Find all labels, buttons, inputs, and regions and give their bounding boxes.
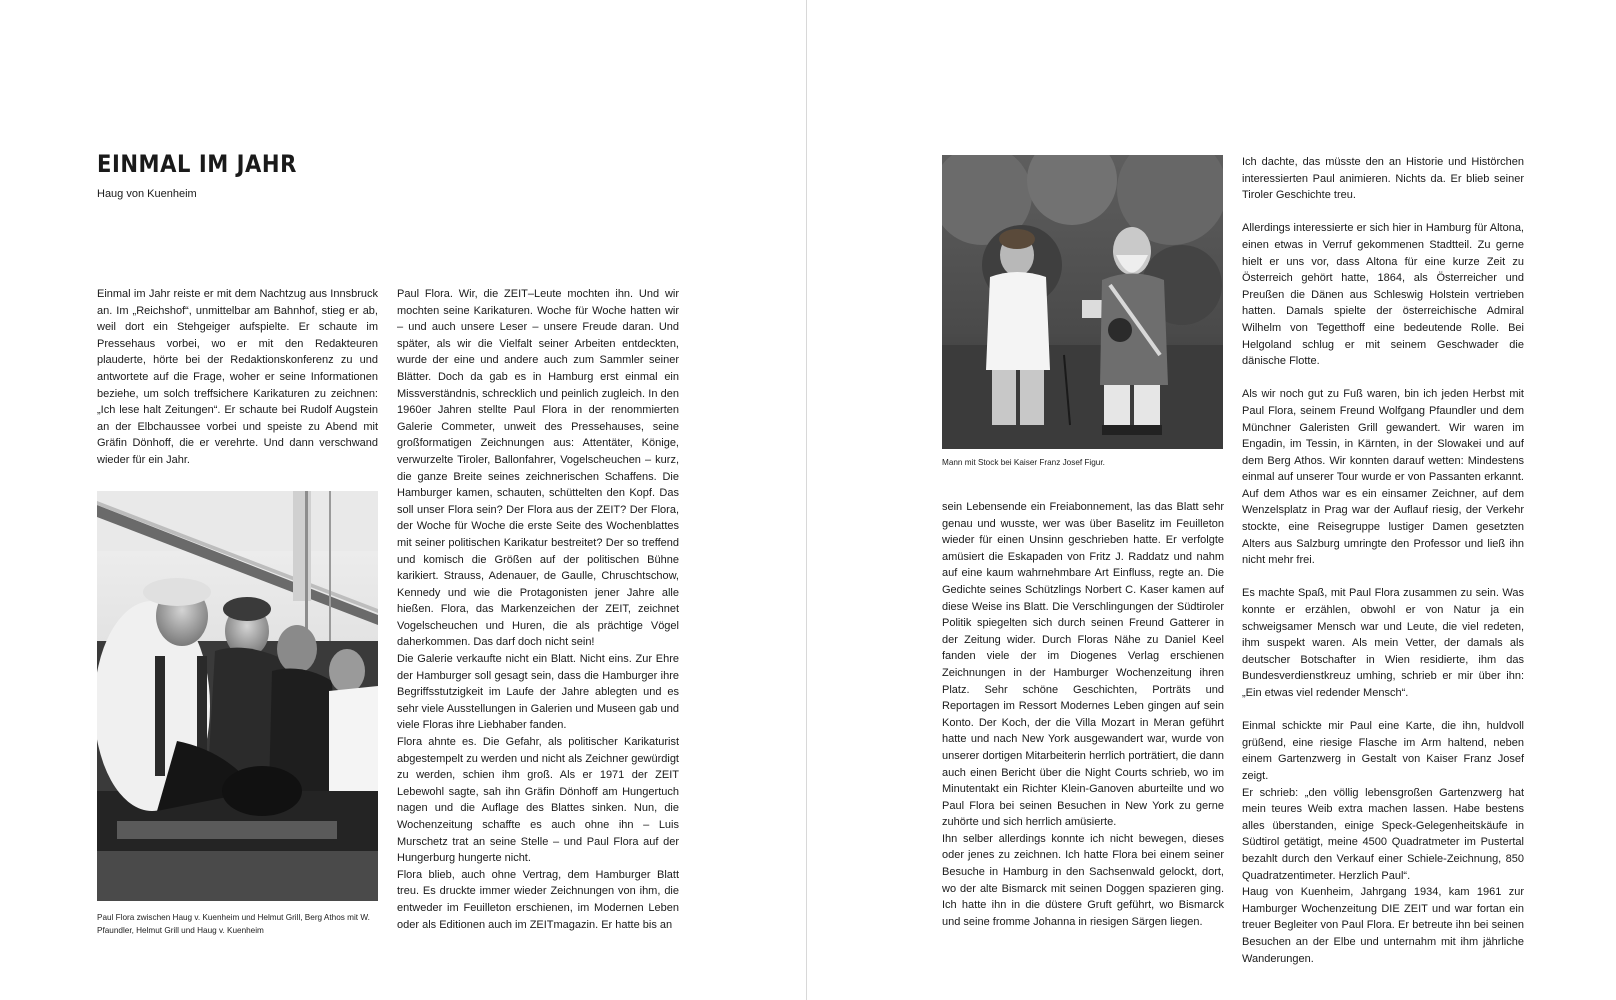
photo-emperor-figure [942, 155, 1223, 449]
author-byline: Haug von Kuenheim [97, 188, 197, 200]
page-gutter [806, 0, 807, 1000]
paragraph: Flora blieb, auch ohne Vertrag, dem Hamburger Blatt treu. Es druckte immer wieder Zeichnungen von ihm, die entweder im Feuilleton erschienen, im Modernen Leben oder als Editionen auch im ZEITmagazin. Er hatte bis an [397, 868, 679, 931]
article-title: EINMAL IM JAHR [97, 150, 297, 178]
paragraph: Flora ahnte es. Die Gefahr, als politischer Karikaturist abgestempelt zu werden und nicht als Zeichner gewürdigt zu werden, schien ihm groß. Als er 1971 der ZEIT Lebewohl sagte, sah ihn Gräfin Dönhoff am Hungertuch nagen und die Auflage des Blattes sinken. Nun, die Wochenzeitung schaffte es auch ohne ihn – Luis Murschetz trat an seine Stelle – und Paul Flora auf der Hungerburg hungerte nicht. [397, 736, 679, 865]
paragraph: Ich dachte, das müsste den an Historie und Histörchen interessierten Paul animieren. Nichts da. Er blieb seiner Tiroler Geschichte treu. [1242, 156, 1524, 202]
paragraph: Einmal schickte mir Paul eine Karte, die ihn, huldvoll grüßend, eine riesige Flasche im Arm haltend, neben einem Gartenzwerg in Gestalt von Kaiser Franz Josef zeigt. [1242, 720, 1524, 782]
text-column-1 [97, 286, 378, 469]
paragraph: Als wir noch gut zu Fuß waren, bin ich jeden Herbst mit Paul Flora, seinem Freund Wolfgang Pfaundler und dem Münchner Galeristen Grill gewandert. Wir waren im Engadin, im Tessin, in Kärnten, in der Slowakei und auf dem Berg Athos. Wir konnten darauf wetten: Mindestens einmal auf unserer Tour wurde er von Passanten erkannt. Auf dem Athos war es ein einsamer Zeichner, auf dem Wenzelsplatz in Prag war der Auflauf riesig, der Verkehr stockte, eine Reisegruppe lustiger Damen gesetzten Alters aus Salzburg umringte den Professor und ließ ihn nicht mehr frei. [1242, 388, 1524, 567]
paragraph: Die Galerie verkaufte nicht ein Blatt. Nicht eins. Zur Ehre der Hamburger soll gesagt sein, dass die Hamburger ihre Begriffsstutzigkeit im Laufe der Jahre ablegten und es sehr viele Ausstellungen in Galerien und Museen gab und viele Floras ihre Liebhaber fanden. [397, 653, 679, 732]
paragraph: Er schrieb: „den völlig lebensgroßen Gartenzwerg hat mein teures Weib extra machen lassen. Habe bestens alles überstanden, einige Speck-Gelegenheitskäufe in Südtirol getätigt, meine 4500 Quadratmeter im Pustertal bezahlt durch den Verkauf einer Schiele-Zeichnung, 850 Quadratzentimeter. Herzlich Paul“. [1242, 786, 1524, 882]
text-column-2 [397, 286, 679, 933]
text-column-4 [1242, 154, 1524, 967]
paragraph: Es machte Spaß, mit Paul Flora zusammen zu sein. Was konnte er erzählen, obwohl er von Natur ja ein schweigsamer Mensch war und Leute, die viel redeten, ihm suspekt waren. Als mein Vetter, der damals als deutscher Botschafter in Wien residierte, ihm das Bundesverdienstkreuz umhing, schrieb er mir über ihn: „Ein etwas viel redender Mensch“. [1242, 587, 1524, 699]
photo-caption-1: Paul Flora zwischen Haug v. Kuenheim und Helmut Grill, Berg Athos mit W. Pfaundler, Helmut Grill und Haug v. Kuenheim [97, 913, 370, 935]
paragraph: Paul Flora. Wir, die ZEIT–Leute mochten ihn. Und wir mochten seine Karikaturen. Woche für Woche hatten wir – und auch unsere Leser – unsere Freude daran. Und später, als wir die Vielfalt seiner Arbeiten entdeckten, wurde der eine und andere auch zum Sammler seiner Blätter. Doch da gab es in Hamburg erst einmal ein Missverständnis, schrecklich und peinlich zugleich. In den 1960er Jahren stellte Paul Flora in der renommierten Galerie Commeter, unweit des Pressehauses, seine großformatigen Zeichnungen aus: Attentäter, Könige, verwurzelte Tiroler, Ballonfahrer, Vogelscheuchen – kurz, die ganze Breite seines zeichnerischen Schaffens. Die Hamburger kamen, schauten, schüttelten den Kopf. Das soll unser Flora sein? Der Flora aus der ZEIT? Der Flora, der Woche für Woche die erste Seite des Wochenblattes mit seiner politischen Karikatur bestreitet? Der so treffend und komisch die Größen auf der politischen Bühne karikiert. Strauss, Adenauer, de Gaulle, Chruschtschow, Kennedy und wie die Protagonisten jener Jahre alle hießen. Flora, das Markenzeichen der ZEIT, zeichnet Vogelscheuchen und Huren, die als prächtige Vögel daherkommen. Das darf doch nicht sein! [397, 288, 679, 649]
paragraph: Allerdings interessierte er sich hier in Hamburg für Altona, einen etwas in Verruf gekommenen Stadtteil. Zu gerne hielt er uns vor, dass Altona für eine kurze Zeit zu Österreich gehört hatte, 1864, als Österreicher und Preußen die Dänen aus Schleswig Holstein vertrieben hatten. Damals spielte der österreichische Admiral Wilhelm von Tegetthoff eine bedeutende Rolle. Bei Helgoland schlug er mit seinem Geschwader die dänische Flotte. [1242, 222, 1524, 368]
text-column-3 [942, 499, 1224, 930]
photo-caption-2: Mann mit Stock bei Kaiser Franz Josef Figur. [942, 458, 1105, 467]
paragraph: Haug von Kuenheim, Jahrgang 1934, kam 1961 zur Hamburger Wochenzeitung DIE ZEIT und war fortan ein treuer Begleiter von Paul Flora. Er betreute ihn bei seinen Besuchen an der Elbe und unternahm mit ihm jährliche Wanderungen. [1242, 886, 1524, 965]
paragraph: Einmal im Jahr reiste er mit dem Nachtzug aus Innsbruck an. Im „Reichshof“, unmittelbar am Bahnhof, stieg er ab, weil dort ein Stehgeiger aufspielte. Er schaute im Pressehaus vorbei, wo er mit den Redakteuren plauderte, hörte bei der Redaktionskonferenz zu und antwortete auf die Frage, woher er seine Informationen beziehe, um solch treffsichere Karikaturen zu zeichnen: „Ich lese halt Zeitungen“. Er schaute bei Rudolf Augstein an der Elbchaussee vorbei und speiste zu Abend mit Gräfin Dönhoff, die er verehrte. Und dann verschwand wieder für ein Jahr. [97, 288, 378, 466]
photo-boat-scene [97, 491, 378, 901]
paragraph: sein Lebensende ein Freiabonnement, las das Blatt sehr genau und wusste, wer was über Baselitz im Feuilleton wieder für einen Unsinn geschrieben hatte. Er verfolgte amüsiert die Eskapaden von Fritz J. Raddatz und nahm auf eine kaum wahrnehmbare Art Einfluss, regte an. Die Gedichte seines Schützlings Norbert C. Kaser kamen auf diese Weise ins Blatt. Die Verschlingungen der Südtiroler Politik spiegelten sich durch seinen Freund Gatterer in der Zeitung wider. Durch Floras Nähe zu Daniel Keel fanden viele der im Diogenes Verlag erschienen Zeichnungen in der Hamburger Wochenzeitung ihren Platz. Sehr schöne Geschichten, Porträts und Reportagen im Ressort Modernes Leben gingen auf sein Konto. Der Koch, der die Villa Mozart in Meran geführt hatte und nach New York ausgewandert war, wurde von unserer dortigen Mitarbeiterin herrlich porträtiert, die dann auch einen Bericht über die Night Courts schrieb, wo im Minutentakt ein Richter Klein-Ganoven aburteilte und wo Paul Flora bei seinen Besuchen in New York zu gerne zuhörte und sich herrlich amüsierte. [942, 501, 1224, 829]
paragraph: Ihn selber allerdings konnte ich nicht bewegen, dieses oder jenes zu zeichnen. Ich hatte Flora bei einem seiner Besuche in Hamburg in den Sachsenwald gelockt, dort, wo der alte Bismarck mit seinen Doggen spazieren ging. Ich hatte ihn in die düstere Gruft geführt, wo Bismarck und seine fromme Johanna in riesigen Särgen liegen. [942, 832, 1224, 928]
